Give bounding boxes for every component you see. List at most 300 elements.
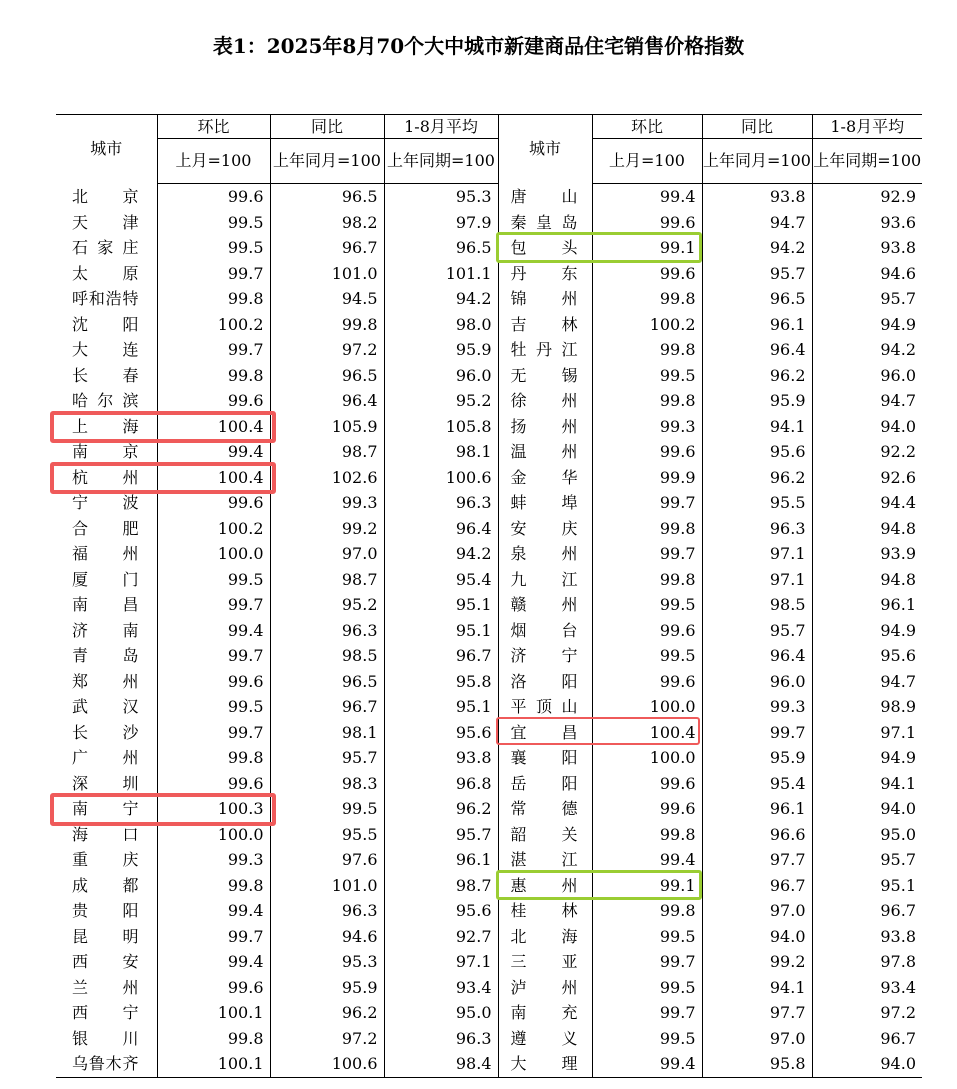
yoy-cell: 96.3 [702,516,812,542]
table-row [56,1000,922,1026]
avg-cell: 95.6 [384,720,498,746]
avg-cell: 101.1 [384,261,498,287]
yoy-cell: 98.2 [270,210,384,236]
mom-cell: 99.7 [157,337,270,363]
yoy-cell: 95.5 [702,490,812,516]
city-cell: 秦皇岛 [498,210,592,236]
city-cell: 金华 [498,465,592,491]
mom-cell: 99.6 [592,618,702,644]
mom-cell: 99.7 [592,541,702,567]
yoy-cell: 98.3 [270,771,384,797]
mom-cell: 99.6 [592,796,702,822]
yoy-cell: 96.1 [702,796,812,822]
avg-cell: 95.8 [384,669,498,695]
avg-cell: 96.0 [384,363,498,389]
avg-cell: 100.6 [384,465,498,491]
table-row [56,184,922,210]
yoy-cell: 97.7 [702,1000,812,1026]
city-cell: 宜昌 [498,720,592,746]
city-cell: 兰州 [72,977,139,997]
table-row [56,669,922,695]
city-cell: 吉林 [498,312,592,338]
mom-cell: 99.7 [157,720,270,746]
table-row [56,771,922,797]
avg-cell: 96.7 [812,898,922,924]
city-cell: 海口 [72,824,139,844]
yoy-cell: 96.3 [270,898,384,924]
avg-cell: 93.8 [812,924,922,950]
mom-cell: 99.8 [157,1026,270,1052]
avg-cell: 95.0 [384,1000,498,1026]
yoy-cell: 94.0 [702,924,812,950]
table-title: 表1：2025年8月70个大中城市新建商品住宅销售价格指数 [212,34,745,58]
yoy-cell: 95.7 [270,745,384,771]
avg-cell: 92.9 [812,184,922,210]
city-cell: 青岛 [72,646,139,666]
city-cell: 扬州 [498,414,592,440]
yoy-cell: 99.3 [270,490,384,516]
mom-cell: 100.1 [157,1051,270,1077]
mom-cell: 100.4 [157,414,270,440]
city-cell: 乌鲁木齐 [56,1051,157,1077]
city-cell: 常德 [498,796,592,822]
mom-cell: 99.8 [157,745,270,771]
city-cell: 大理 [498,1051,592,1077]
table-row [56,541,922,567]
yoy-cell: 96.7 [270,694,384,720]
avg-cell: 95.6 [384,898,498,924]
city-cell: 安庆 [498,516,592,542]
avg-cell: 95.7 [812,286,922,312]
avg-cell: 97.8 [812,949,922,975]
yoy-cell: 94.1 [702,975,812,1001]
city-cell: 上海 [72,416,139,436]
yoy-cell: 93.8 [702,184,812,210]
yoy-cell: 98.7 [270,439,384,465]
header-city-right: 城市 [498,115,592,184]
city-cell: 洛阳 [498,669,592,695]
avg-cell: 93.8 [812,235,922,261]
mom-cell: 99.5 [157,210,270,236]
yoy-cell: 96.2 [270,1000,384,1026]
city-cell: 太原 [72,263,139,283]
avg-cell: 93.8 [384,745,498,771]
city-cell: 岳阳 [498,771,592,797]
avg-cell: 96.2 [384,796,498,822]
city-cell: 银川 [72,1028,139,1048]
city-cell: 包头 [498,235,592,261]
yoy-cell: 97.0 [702,1026,812,1052]
mom-cell: 99.5 [592,1026,702,1052]
table-row [56,618,922,644]
city-cell: 唐山 [498,184,592,210]
mom-cell: 99.4 [592,1051,702,1077]
yoy-cell: 95.2 [270,592,384,618]
avg-cell: 94.4 [812,490,922,516]
city-cell: 贵阳 [72,901,139,921]
yoy-cell: 94.7 [702,210,812,236]
yoy-cell: 97.1 [702,567,812,593]
table-row [56,873,922,899]
header-mom-left: 环比 [157,115,270,139]
yoy-cell: 99.2 [702,949,812,975]
city-cell: 成都 [72,875,139,895]
avg-cell: 92.6 [812,465,922,491]
table-row [56,490,922,516]
yoy-cell: 95.4 [702,771,812,797]
table-row [56,924,922,950]
table-row [56,567,922,593]
avg-cell: 97.1 [812,720,922,746]
avg-cell: 94.8 [812,516,922,542]
mom-cell: 99.6 [157,771,270,797]
avg-cell: 94.0 [812,1051,922,1077]
mom-cell: 99.4 [157,439,270,465]
city-cell: 长沙 [72,722,139,742]
mom-cell: 100.2 [157,516,270,542]
yoy-cell: 96.5 [270,184,384,210]
avg-cell: 95.1 [812,873,922,899]
city-cell: 温州 [498,439,592,465]
city-cell: 烟台 [498,618,592,644]
city-cell: 济宁 [498,643,592,669]
mom-cell: 100.2 [157,312,270,338]
mom-cell: 99.8 [592,898,702,924]
mom-cell: 100.0 [592,745,702,771]
city-cell: 长春 [72,365,139,385]
city-cell: 哈尔滨 [72,391,139,411]
avg-cell: 94.9 [812,618,922,644]
avg-cell: 93.9 [812,541,922,567]
header-avg-base-left: 上年同期=100 [384,139,498,184]
price-index-table [56,114,922,1078]
yoy-cell: 102.6 [270,465,384,491]
city-cell: 丹东 [498,261,592,287]
yoy-cell: 96.5 [270,669,384,695]
table-row [56,261,922,287]
header-mom-right: 环比 [592,115,702,139]
mom-cell: 99.4 [157,949,270,975]
city-cell: 韶关 [498,822,592,848]
yoy-cell: 99.7 [702,720,812,746]
mom-cell: 100.0 [157,822,270,848]
yoy-cell: 96.5 [702,286,812,312]
mom-cell: 99.8 [592,388,702,414]
yoy-cell: 98.7 [270,567,384,593]
table-row [56,720,922,746]
avg-cell: 94.2 [812,337,922,363]
table-row [56,975,922,1001]
mom-cell: 99.4 [592,847,702,873]
city-cell: 西安 [72,952,139,972]
mom-cell: 100.1 [157,1000,270,1026]
avg-cell: 93.4 [384,975,498,1001]
city-cell: 平顶山 [498,694,592,720]
avg-cell: 94.0 [812,796,922,822]
yoy-cell: 95.3 [270,949,384,975]
mom-cell: 99.3 [157,847,270,873]
avg-cell: 94.9 [812,312,922,338]
mom-cell: 99.8 [592,567,702,593]
yoy-cell: 95.5 [270,822,384,848]
table-row [56,1051,922,1077]
avg-cell: 96.4 [384,516,498,542]
mom-cell: 99.8 [157,873,270,899]
yoy-cell: 96.2 [702,363,812,389]
header-avg-base-right: 上年同期=100 [812,139,922,184]
avg-cell: 105.8 [384,414,498,440]
yoy-cell: 98.1 [270,720,384,746]
mom-cell: 99.3 [592,414,702,440]
avg-cell: 98.7 [384,873,498,899]
yoy-cell: 94.5 [270,286,384,312]
mom-cell: 99.5 [157,235,270,261]
yoy-cell: 99.2 [270,516,384,542]
yoy-cell: 97.1 [702,541,812,567]
city-cell: 遵义 [498,1026,592,1052]
city-cell: 九江 [498,567,592,593]
city-cell: 南京 [72,442,139,462]
table-body [56,184,922,1078]
header-mom-base-right: 上月=100 [592,139,702,184]
avg-cell: 95.7 [812,847,922,873]
yoy-cell: 99.8 [270,312,384,338]
mom-cell: 99.7 [157,592,270,618]
mom-cell: 99.8 [592,286,702,312]
yoy-cell: 96.1 [702,312,812,338]
mom-cell: 99.5 [592,924,702,950]
city-cell: 泸州 [498,975,592,1001]
avg-cell: 95.1 [384,694,498,720]
mom-cell: 100.0 [157,541,270,567]
city-cell: 南充 [498,1000,592,1026]
table-row [56,822,922,848]
table-row [56,898,922,924]
mom-cell: 100.0 [592,694,702,720]
mom-cell: 99.7 [592,1000,702,1026]
yoy-cell: 96.4 [702,337,812,363]
mom-cell: 100.2 [592,312,702,338]
header-mom-base-left: 上月=100 [157,139,270,184]
table-row [56,516,922,542]
yoy-cell: 96.0 [702,669,812,695]
mom-cell: 99.6 [157,184,270,210]
avg-cell: 98.4 [384,1051,498,1077]
table-row [56,286,922,312]
city-cell: 沈阳 [72,314,139,334]
avg-cell: 94.9 [812,745,922,771]
mom-cell: 99.6 [592,261,702,287]
avg-cell: 93.4 [812,975,922,1001]
header-avg-left: 1-8月平均 [384,115,498,139]
yoy-cell: 95.9 [702,388,812,414]
city-cell: 深圳 [72,773,139,793]
yoy-cell: 94.1 [702,414,812,440]
mom-cell: 100.4 [592,720,702,746]
table-row [56,1026,922,1052]
avg-cell: 95.6 [812,643,922,669]
city-cell: 赣州 [498,592,592,618]
table-row [56,847,922,873]
avg-cell: 98.1 [384,439,498,465]
yoy-cell: 105.9 [270,414,384,440]
avg-cell: 95.9 [384,337,498,363]
avg-cell: 96.7 [812,1026,922,1052]
table-row [56,337,922,363]
table-row [56,745,922,771]
yoy-cell: 101.0 [270,873,384,899]
avg-cell: 94.0 [812,414,922,440]
city-cell: 宁波 [72,493,139,513]
city-cell: 北京 [72,187,139,206]
avg-cell: 95.4 [384,567,498,593]
city-cell: 南昌 [72,595,139,615]
mom-cell: 100.3 [157,796,270,822]
avg-cell: 97.9 [384,210,498,236]
mom-cell: 99.6 [592,669,702,695]
mom-cell: 99.1 [592,235,702,261]
table-row [56,949,922,975]
city-cell: 北海 [498,924,592,950]
mom-cell: 99.4 [157,898,270,924]
yoy-cell: 98.5 [702,592,812,618]
avg-cell: 96.3 [384,1026,498,1052]
header-yoy-left: 同比 [270,115,384,139]
city-cell: 昆明 [72,926,139,946]
yoy-cell: 95.8 [702,1051,812,1077]
avg-cell: 95.2 [384,388,498,414]
mom-cell: 99.8 [157,363,270,389]
city-cell: 武汉 [72,697,139,717]
mom-cell: 99.7 [592,490,702,516]
city-cell: 济南 [72,620,139,640]
city-cell: 天津 [72,212,139,232]
yoy-cell: 95.9 [270,975,384,1001]
city-cell: 锦州 [498,286,592,312]
table-row [56,312,922,338]
table-row [56,235,922,261]
mom-cell: 99.8 [592,516,702,542]
table-row [56,388,922,414]
avg-cell: 94.7 [812,388,922,414]
yoy-cell: 94.2 [702,235,812,261]
yoy-cell: 95.6 [702,439,812,465]
mom-cell: 99.6 [157,490,270,516]
yoy-cell: 101.0 [270,261,384,287]
mom-cell: 99.5 [592,975,702,1001]
mom-cell: 99.6 [592,210,702,236]
mom-cell: 99.5 [157,567,270,593]
yoy-cell: 98.5 [270,643,384,669]
avg-cell: 96.5 [384,235,498,261]
mom-cell: 99.5 [157,694,270,720]
city-cell: 合肥 [72,518,139,538]
city-cell: 杭州 [72,467,139,487]
mom-cell: 99.4 [592,184,702,210]
city-cell: 大连 [72,340,139,360]
yoy-cell: 96.7 [702,873,812,899]
yoy-cell: 96.4 [270,388,384,414]
table-row [56,465,922,491]
avg-cell: 92.2 [812,439,922,465]
mom-cell: 99.7 [157,643,270,669]
yoy-cell: 97.2 [270,1026,384,1052]
avg-cell: 96.0 [812,363,922,389]
yoy-cell: 95.9 [702,745,812,771]
city-cell: 蚌埠 [498,490,592,516]
yoy-cell: 96.6 [702,822,812,848]
mom-cell: 99.6 [592,439,702,465]
mom-cell: 99.8 [592,337,702,363]
yoy-cell: 96.3 [270,618,384,644]
yoy-cell: 96.4 [702,643,812,669]
mom-cell: 99.8 [157,286,270,312]
city-cell: 西宁 [72,1003,139,1023]
yoy-cell: 96.7 [270,235,384,261]
mom-cell: 99.8 [592,822,702,848]
yoy-cell: 97.0 [702,898,812,924]
header-yoy-base-right: 上年同月=100 [702,139,812,184]
header-avg-right: 1-8月平均 [812,115,922,139]
city-cell: 泉州 [498,541,592,567]
avg-cell: 94.2 [384,286,498,312]
city-cell: 惠州 [498,873,592,899]
avg-cell: 96.7 [384,643,498,669]
city-cell: 三亚 [498,949,592,975]
mom-cell: 99.5 [592,592,702,618]
mom-cell: 99.7 [157,261,270,287]
city-cell: 重庆 [72,850,139,870]
avg-cell: 95.1 [384,618,498,644]
mom-cell: 100.4 [157,465,270,491]
mom-cell: 99.9 [592,465,702,491]
yoy-cell: 99.3 [702,694,812,720]
avg-cell: 95.0 [812,822,922,848]
city-cell: 呼和浩特 [72,289,139,309]
mom-cell: 99.7 [157,924,270,950]
city-cell: 石家庄 [72,238,139,258]
avg-cell: 94.6 [812,261,922,287]
yoy-cell: 97.0 [270,541,384,567]
avg-cell: 94.1 [812,771,922,797]
table-row [56,414,922,440]
avg-cell: 96.3 [384,490,498,516]
yoy-cell: 95.7 [702,261,812,287]
avg-cell: 98.9 [812,694,922,720]
mom-cell: 99.5 [592,363,702,389]
yoy-cell: 96.5 [270,363,384,389]
avg-cell: 95.3 [384,184,498,210]
avg-cell: 93.6 [812,210,922,236]
yoy-cell: 99.5 [270,796,384,822]
mom-cell: 99.5 [592,643,702,669]
header-city-left: 城市 [56,115,157,184]
avg-cell: 95.1 [384,592,498,618]
mom-cell: 99.6 [157,669,270,695]
mom-cell: 99.6 [592,771,702,797]
city-cell: 广州 [72,748,139,768]
city-cell: 桂林 [498,898,592,924]
table-row [56,210,922,236]
city-cell: 南宁 [72,799,139,819]
city-cell: 郑州 [72,671,139,691]
avg-cell: 94.2 [384,541,498,567]
table-row [56,363,922,389]
yoy-cell: 97.6 [270,847,384,873]
table-row [56,796,922,822]
city-cell: 徐州 [498,388,592,414]
yoy-cell: 100.6 [270,1051,384,1077]
